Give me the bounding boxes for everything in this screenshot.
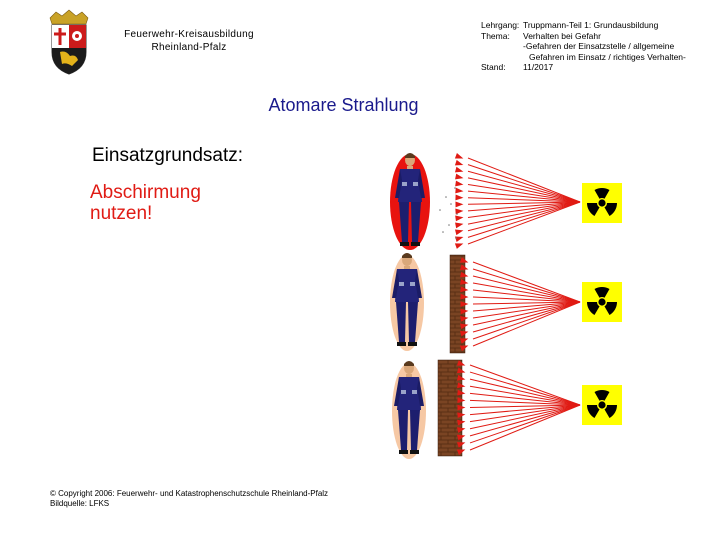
- topic-line-1: Verhalten bei Gefahr: [523, 30, 601, 41]
- radiation-rays-thick-wall: [458, 361, 580, 454]
- page-title: Atomare Strahlung: [268, 95, 419, 115]
- topic-line-3: Gefahren im Einsatz / richtiges Verhalten-: [529, 51, 686, 62]
- radiation-ray-arrowhead: [461, 302, 467, 306]
- radiation-ray: [468, 158, 580, 202]
- shielded-person-group-1: [390, 253, 424, 351]
- radiation-ray: [468, 202, 580, 244]
- radiation-ray-arrowhead: [456, 216, 462, 220]
- radiation-ray: [473, 302, 580, 339]
- radiation-ray-arrowhead: [456, 168, 462, 172]
- principle-heading: Einsatzgrundsatz:: [92, 145, 244, 166]
- radiation-trefoil-icon: [582, 385, 622, 425]
- radiation-ray-arrowhead: [456, 174, 462, 178]
- coat-of-arms-icon: [50, 10, 88, 74]
- radiation-ray-arrowhead: [456, 202, 462, 206]
- radiation-ray: [473, 302, 580, 325]
- organization-name: [104, 28, 274, 54]
- radiation-trefoil-icon: [582, 282, 622, 322]
- radiation-ray: [473, 302, 580, 346]
- radiation-ray: [470, 405, 580, 429]
- radiation-ray-arrowhead: [456, 209, 462, 213]
- course-meta: [481, 20, 711, 73]
- radiation-ray-arrowhead: [456, 244, 462, 248]
- radiation-rays-thin-wall: [461, 258, 580, 350]
- shielded-person-group-2: [392, 361, 426, 459]
- radiation-trefoil-icon: [582, 183, 622, 223]
- radiation-ray-arrowhead: [461, 295, 467, 299]
- unprotected-person-group: [390, 153, 430, 250]
- course-label: Lehrgang:: [481, 20, 520, 30]
- radiation-ray: [468, 202, 580, 237]
- org-line-2: Rheinland-Pfalz: [151, 42, 227, 53]
- radiation-ray: [470, 372, 580, 405]
- radiation-ray-arrowhead: [456, 161, 462, 165]
- radiation-ray-arrowhead: [456, 230, 462, 234]
- radiation-ray: [470, 405, 580, 443]
- date-value: 11/2017: [523, 62, 554, 72]
- topic-line-2: -Gefahren der Einsatzstelle / allgemeine: [523, 41, 675, 51]
- course-value: Truppmann-Teil 1: Grundausbildung: [523, 20, 659, 30]
- radiation-ray-arrowhead: [456, 154, 462, 158]
- footer: [50, 489, 328, 509]
- radiation-ray-arrowhead: [458, 398, 464, 402]
- callout-line-1: Abschirmung: [90, 182, 201, 203]
- org-line-1: Feuerwehr-Kreisausbildung: [124, 29, 254, 40]
- callout-line-2: nutzen!: [90, 203, 153, 224]
- copyright-text: © Copyright 2006: Feuerwehr- und Katastrophenschutzschule Rheinland-Pfalz: [50, 489, 329, 498]
- principle-callout: [90, 182, 201, 224]
- radiation-ray-arrowhead: [458, 405, 464, 409]
- radiation-ray-arrowhead: [456, 181, 462, 185]
- radiation-ray: [470, 405, 580, 450]
- radiation-ray-arrowhead: [456, 188, 462, 192]
- radiation-ray-arrowhead: [456, 195, 462, 199]
- radiation-ray-arrowhead: [456, 223, 462, 227]
- radiation-rays-unshielded: [456, 154, 580, 248]
- image-source-text: Bildquelle: LFKS: [50, 499, 110, 508]
- radiation-ray: [468, 202, 580, 224]
- date-label: Stand:: [481, 62, 506, 72]
- scatter-dots: [439, 187, 458, 239]
- topic-label: Thema:: [481, 30, 510, 41]
